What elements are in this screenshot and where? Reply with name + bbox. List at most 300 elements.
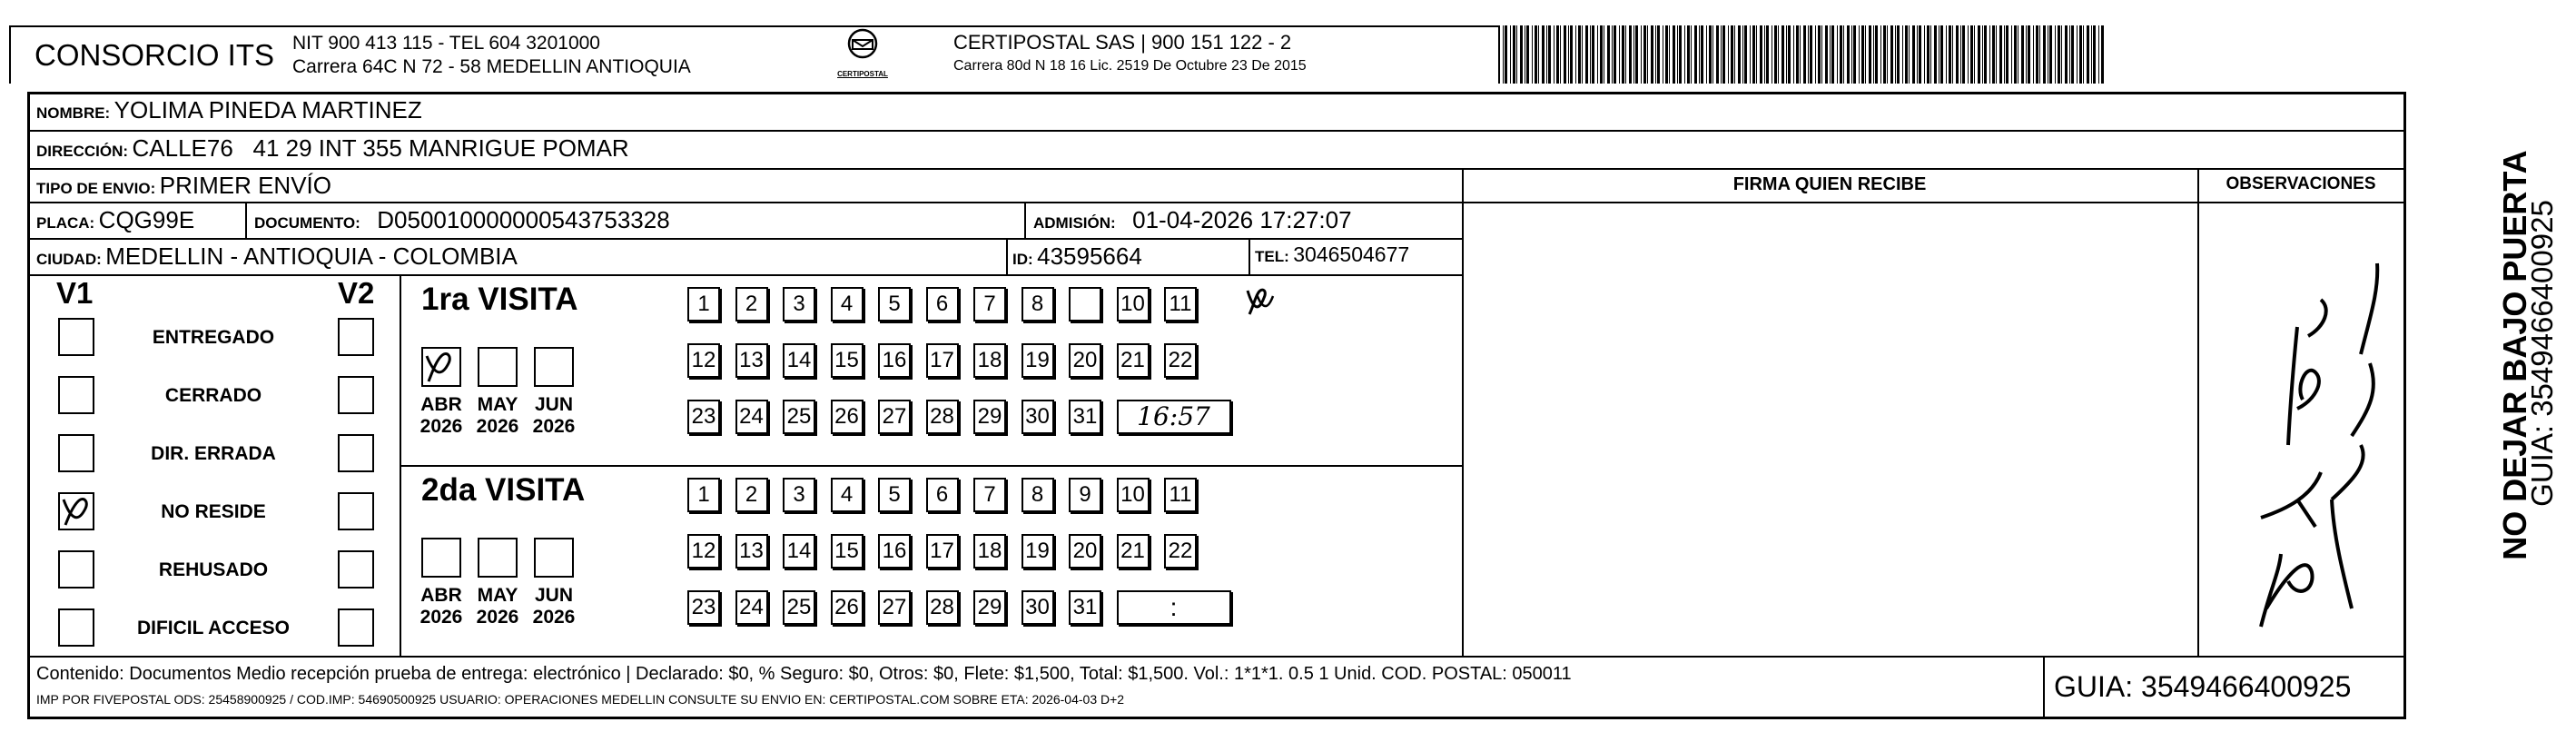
placa-row [36, 206, 194, 234]
day-cell[interactable]: 16 [878, 343, 911, 378]
v1-checkbox-dificil-acceso[interactable] [58, 608, 94, 647]
barcode-bar [1622, 25, 1624, 84]
barcode-bar [1655, 25, 1656, 84]
id-label: ID: [1012, 251, 1033, 268]
barcode-bar [1560, 25, 1561, 84]
day-cell[interactable]: 28 [926, 400, 959, 434]
barcode-bar [1880, 25, 1881, 84]
barcode-bar [1614, 25, 1616, 84]
barcode-bar [1930, 25, 1931, 84]
day-cell[interactable]: 22 [1164, 534, 1197, 569]
barcode-bar [1750, 25, 1751, 84]
year-label: 2026 [532, 416, 576, 437]
barcode-bar [1756, 25, 1757, 84]
row-line [27, 130, 2406, 132]
barcode-bar [1677, 25, 1678, 84]
barcode-bar [1815, 25, 1816, 84]
day-cell[interactable]: 25 [783, 590, 815, 625]
day-cell[interactable]: 9 [1069, 478, 1101, 512]
month-checkbox-jun[interactable] [534, 538, 574, 578]
month-checkbox-may[interactable] [478, 538, 518, 578]
day-cell[interactable]: 28 [926, 590, 959, 625]
barcode-bar [1516, 25, 1517, 84]
barcode-bar [1734, 25, 1735, 84]
barcode-bar [1752, 25, 1755, 84]
barcode-bar [1831, 25, 1834, 84]
barcode-bar [1796, 25, 1799, 84]
day-cell[interactable]: 24 [735, 590, 768, 625]
admision-label: ADMISIÓN: [1033, 214, 1116, 232]
placa-value: CQG99E [98, 206, 195, 233]
ciudad-label: CIUDAD: [36, 251, 102, 268]
placa-label: PLACA: [36, 214, 95, 232]
barcode-bar [1946, 25, 1947, 84]
barcode-bar [1803, 25, 1806, 84]
v2-checkbox-entregado[interactable] [338, 318, 374, 356]
day-cell[interactable] [1069, 287, 1101, 321]
company-name: CONSORCIO ITS [35, 38, 275, 72]
visit-title: 1ra VISITA [421, 282, 578, 317]
barcode-bar [1651, 25, 1653, 84]
month-label: MAY [477, 394, 518, 415]
barcode-bar [1657, 25, 1660, 84]
day-cell[interactable]: 21 [1117, 343, 1150, 378]
barcode-bar [1699, 25, 1700, 84]
barcode-bar [2039, 25, 2040, 84]
day-cell[interactable]: 2 [735, 478, 768, 512]
barcode-bar [1744, 25, 1747, 84]
day-cell[interactable]: 16 [878, 534, 911, 569]
barcode-bar [1709, 25, 1712, 84]
barcode-bar [1897, 25, 1900, 84]
barcode-bar [1840, 25, 1842, 84]
day-cell[interactable]: 29 [973, 400, 1006, 434]
barcode-bar [1556, 25, 1559, 84]
barcode-bar [1570, 25, 1573, 84]
barcode-bar [2098, 25, 2099, 84]
day-cell[interactable]: 27 [878, 400, 911, 434]
barcode-bar [1578, 25, 1581, 84]
certipostal-info-1: CERTIPOSTAL SAS | 900 151 122 - 2 [953, 31, 1292, 54]
barcode-bar [1996, 25, 1997, 84]
barcode-bar [2091, 25, 2092, 84]
barcode-bar [2033, 25, 2034, 84]
month-label: MAY [477, 585, 518, 606]
day-cell[interactable]: 24 [735, 400, 768, 434]
day-cell[interactable]: 21 [1117, 534, 1150, 569]
barcode-bar [2036, 25, 2038, 84]
barcode-bar [1721, 25, 1722, 84]
day-mark [1244, 285, 1277, 318]
company-info-1: NIT 900 413 115 - TEL 604 3201000 [292, 33, 600, 54]
barcode-bar [1742, 25, 1743, 84]
day-cell[interactable]: 15 [831, 343, 864, 378]
barcode-bar [2093, 25, 2096, 84]
row-line [27, 274, 1462, 276]
nombre-value: YOLIMA PINEDA MARTINEZ [114, 96, 422, 124]
month-checkbox-abr[interactable] [421, 538, 461, 578]
month-label: JUN [534, 394, 573, 415]
day-cell[interactable]: 25 [783, 400, 815, 434]
barcode-bar [1629, 25, 1632, 84]
day-cell[interactable]: 23 [687, 400, 720, 434]
barcode-bar [2071, 25, 2074, 84]
barcode-bar [1909, 25, 1910, 84]
day-cell[interactable]: 4 [831, 478, 864, 512]
barcode-bar [1679, 25, 1682, 84]
barcode-bar [1786, 25, 1787, 84]
day-cell[interactable]: 19 [1022, 534, 1054, 569]
visit-time-box[interactable]: : [1117, 590, 1231, 625]
day-cell[interactable]: 30 [1022, 400, 1054, 434]
barcode-bar [1706, 25, 1707, 84]
month-label: ABR [420, 394, 462, 415]
barcode-bar [1568, 25, 1569, 84]
certipostal-info-2: Carrera 80d N 18 16 Lic. 2519 De Octubre 23 De 2015 [953, 58, 1307, 74]
barcode-bar [1843, 25, 1844, 84]
direccion-value: CALLE76 41 29 INT 355 MANRIGUE POMAR [132, 134, 629, 162]
barcode-bar [1673, 25, 1675, 84]
barcode-bar [1851, 25, 1852, 84]
barcode-bar [1821, 25, 1822, 84]
day-cell[interactable]: 14 [783, 534, 815, 569]
barcode-bar [1548, 25, 1551, 84]
admision-value: 01-04-2026 17:27:07 [1132, 206, 1352, 233]
barcode-bar [1665, 25, 1668, 84]
barcode-bar [2011, 25, 2012, 84]
barcode-bar [1865, 25, 1866, 84]
day-cell[interactable]: 7 [973, 287, 1006, 321]
v2-checkbox-no-reside[interactable] [338, 492, 374, 530]
col-line [1249, 238, 1250, 274]
observaciones-handwriting [2225, 227, 2397, 636]
year-label: 2026 [532, 607, 576, 628]
day-cell[interactable]: 5 [878, 287, 911, 321]
barcode-bar [1607, 25, 1610, 84]
admision-row [1033, 206, 1352, 234]
col-line [2043, 656, 2045, 719]
month-check-mark [421, 347, 461, 387]
v1-checkbox-entregado[interactable] [58, 318, 94, 356]
tipo-row [36, 172, 331, 200]
day-cell[interactable]: 29 [973, 590, 1006, 625]
barcode-bar [1669, 25, 1670, 84]
ciudad-value: MEDELLIN - ANTIOQUIA - COLOMBIA [105, 242, 518, 270]
barcode-bar [1592, 25, 1594, 84]
barcode-bar [1538, 25, 1539, 84]
id-row [1012, 242, 1142, 271]
barcode-bar [1859, 25, 1860, 84]
barcode-bar [2021, 25, 2024, 84]
barcode-bar [1960, 25, 1961, 84]
barcode-bar [1716, 25, 1719, 84]
barcode-bar [2028, 25, 2030, 84]
day-cell[interactable]: 18 [973, 534, 1006, 569]
barcode-bar [1582, 25, 1583, 84]
barcode-bar [1875, 25, 1878, 84]
day-cell[interactable]: 6 [926, 478, 959, 512]
barcode-bar [1684, 25, 1685, 84]
barcode-bar [1818, 25, 1821, 84]
barcode-bar [1766, 25, 1769, 84]
barcode-bar [1895, 25, 1896, 84]
side-guia: GUIA: 3549466400925 [2525, 200, 2559, 507]
barcode-bar [1940, 25, 1943, 84]
col-line [1462, 168, 1464, 656]
v1-checkbox-rehusado[interactable] [58, 550, 94, 589]
day-cell[interactable]: 7 [973, 478, 1006, 512]
barcode-bar [1585, 25, 1588, 84]
v2-checkbox-dificil-acceso[interactable] [338, 608, 374, 647]
day-cell[interactable]: 26 [831, 400, 864, 434]
barcode-bar [2087, 25, 2089, 84]
tel-value: 3046504677 [1293, 242, 1410, 266]
footer-line-1: Contenido: Documentos Medio recepción prueba de entrega: electrónico | Declarado: $0, % Seguro: $0, Otros: $0, Flete: $1,500, Total: $1,500. Vol.: 1*1*1. 0.5 1 Unid. COD. POSTAL: 050011 [36, 664, 1572, 684]
barcode-bar [1513, 25, 1515, 84]
barcode-bar [1927, 25, 1930, 84]
direccion-row [36, 134, 629, 163]
col-line [2197, 168, 2199, 656]
company-info-2: Carrera 64C N 72 - 58 MEDELLIN ANTIOQUIA [292, 56, 691, 77]
barcode-bar [1968, 25, 1969, 84]
status-label: CERRADO [164, 385, 262, 406]
barcode-bar [1542, 25, 1545, 84]
barcode-bar [2026, 25, 2027, 84]
barcode-bar [1575, 25, 1576, 84]
barcode-bar [2043, 25, 2046, 84]
barcode-bar [1978, 25, 1980, 84]
barcode-bar [1764, 25, 1765, 84]
observaciones-label: OBSERVACIONES [2226, 174, 2376, 193]
tel-label: TEL: [1255, 248, 1289, 265]
month-label: ABR [420, 585, 462, 606]
barcode-bar [1847, 25, 1850, 84]
barcode-bar [1535, 25, 1537, 84]
barcode-bar [1505, 25, 1507, 84]
day-cell[interactable]: 4 [831, 287, 864, 321]
barcode-bar [2077, 25, 2078, 84]
barcode-bar [1808, 25, 1809, 84]
nombre-row [36, 96, 422, 124]
barcode-bar [1643, 25, 1646, 84]
barcode-bar [1800, 25, 1801, 84]
v2-checkbox-dir-errada[interactable] [338, 434, 374, 472]
barcode-bar [1619, 25, 1620, 84]
barcode-bar [1830, 25, 1831, 84]
status-label: ENTREGADO [152, 327, 275, 348]
col-line [1024, 202, 1026, 238]
barcode-bar [1625, 25, 1626, 84]
month-checkbox-may[interactable] [478, 347, 518, 387]
day-cell[interactable]: 27 [878, 590, 911, 625]
day-cell[interactable]: 31 [1069, 590, 1101, 625]
day-cell[interactable]: 6 [926, 287, 959, 321]
barcode-bar [1890, 25, 1893, 84]
day-cell[interactable]: 18 [973, 343, 1006, 378]
year-label: 2026 [476, 416, 519, 437]
v1-checkbox-dir-errada[interactable] [58, 434, 94, 472]
barcode-bar [1970, 25, 1973, 84]
barcode-bar [1722, 25, 1725, 84]
day-cell[interactable]: 30 [1022, 590, 1054, 625]
day-cell[interactable]: 3 [783, 287, 815, 321]
barcode-bar [1590, 25, 1591, 84]
barcode-bar [1728, 25, 1729, 84]
row-line [27, 202, 2406, 203]
day-cell[interactable]: 19 [1022, 343, 1054, 378]
barcode-bar [2069, 25, 2070, 84]
day-cell[interactable]: 8 [1022, 287, 1054, 321]
left-tick [9, 27, 11, 82]
day-cell[interactable]: 2 [735, 287, 768, 321]
day-cell[interactable]: 26 [831, 590, 864, 625]
v2-label: V2 [338, 276, 375, 310]
barcode-bar [2004, 25, 2005, 84]
barcode-bar [2061, 25, 2062, 84]
barcode-bar [2049, 25, 2052, 84]
day-cell[interactable]: 12 [687, 343, 720, 378]
barcode-bar [1633, 25, 1634, 84]
barcode-bar [2065, 25, 2068, 84]
v1-check-mark [58, 492, 94, 530]
row-line [27, 656, 2406, 658]
barcode-bar [1873, 25, 1874, 84]
barcode-bar [1701, 25, 1703, 84]
day-cell[interactable]: 23 [687, 590, 720, 625]
year-label: 2026 [476, 607, 519, 628]
visit-title: 2da VISITA [421, 472, 586, 508]
day-cell[interactable]: 20 [1069, 534, 1101, 569]
barcode-bar [1687, 25, 1690, 84]
barcode-bar [2083, 25, 2084, 84]
barcode-bar [2079, 25, 2082, 84]
v1-checkbox-cerrado[interactable] [58, 376, 94, 414]
tel-row [1255, 242, 1409, 267]
barcode-bar [1788, 25, 1791, 84]
barcode-bar [1825, 25, 1828, 84]
day-cell[interactable]: 14 [783, 343, 815, 378]
barcode-bar [1984, 25, 1987, 84]
year-label: 2026 [419, 607, 463, 628]
direccion-label: DIRECCIÓN: [36, 143, 129, 160]
day-cell[interactable]: 8 [1022, 478, 1054, 512]
status-label: NO RESIDE [161, 501, 266, 522]
day-cell[interactable]: 1 [687, 287, 720, 321]
barcode-bar [1883, 25, 1886, 84]
day-cell[interactable]: 17 [926, 534, 959, 569]
barcode-bar [1564, 25, 1566, 84]
day-cell[interactable]: 13 [735, 534, 768, 569]
barcode-bar [1912, 25, 1915, 84]
barcode-bar [1778, 25, 1779, 84]
day-cell[interactable]: 13 [735, 343, 768, 378]
barcode-bar [1781, 25, 1784, 84]
barcode-bar [1861, 25, 1864, 84]
barcode-bar [1712, 25, 1713, 84]
nombre-label: NOMBRE: [36, 104, 111, 122]
visit-time-box[interactable]: 16:57 [1117, 400, 1231, 434]
barcode-bar [1546, 25, 1547, 84]
barcode-bar [1917, 25, 1918, 84]
day-cell[interactable]: 10 [1117, 287, 1150, 321]
day-cell[interactable]: 11 [1164, 478, 1197, 512]
v2-checkbox-cerrado[interactable] [338, 376, 374, 414]
barcode-bar [2055, 25, 2056, 84]
row-line [27, 168, 2406, 170]
day-cell[interactable]: 15 [831, 534, 864, 569]
barcode-bar [1503, 25, 1504, 84]
barcode-bar [1887, 25, 1888, 84]
col-line [245, 202, 247, 238]
tipo-value: PRIMER ENVÍO [159, 172, 331, 199]
logo-label: CERTIPOSTAL [837, 70, 888, 78]
col-line [1006, 238, 1008, 274]
v1-label: V1 [56, 276, 94, 310]
row-line [27, 238, 1462, 240]
v2-checkbox-rehusado[interactable] [338, 550, 374, 589]
barcode-bar [1597, 25, 1598, 84]
documento-value: D050010000000543753328 [377, 206, 670, 233]
barcode-bar [1869, 25, 1871, 84]
barcode-bar [1919, 25, 1921, 84]
status-label: DIFICIL ACCESO [136, 618, 290, 638]
barcode-bar [1956, 25, 1959, 84]
envelope-icon [835, 27, 890, 65]
tipo-label: TIPO DE ENVIO: [36, 180, 156, 197]
barcode-bar [1810, 25, 1812, 84]
barcode-bar [1992, 25, 1995, 84]
barcode-bar [1949, 25, 1951, 84]
visit-divider [400, 465, 1462, 467]
day-cell[interactable]: 11 [1164, 287, 1197, 321]
day-cell[interactable]: 10 [1117, 478, 1150, 512]
barcode-bar [1989, 25, 1990, 84]
day-cell[interactable]: 12 [687, 534, 720, 569]
day-cell[interactable]: 17 [926, 343, 959, 378]
day-cell[interactable]: 3 [783, 478, 815, 512]
day-cell[interactable]: 20 [1069, 343, 1101, 378]
barcode-bar [2014, 25, 2017, 84]
footer-guia: GUIA: 3549466400925 [2054, 670, 2352, 703]
barcode-bar [1837, 25, 1838, 84]
day-cell[interactable]: 5 [878, 478, 911, 512]
side-title: NO DEJAR BAJO PUERTA [2496, 150, 2533, 560]
barcode-bar [1905, 25, 1908, 84]
barcode-bar [1934, 25, 1937, 84]
footer-line-2: IMP POR FIVEPOSTAL ODS: 25458900925 / COD.IMP: 54690500925 USUARIO: OPERACIONES MEDELLIN CONSULTE SU ENVIO EN: CERTIPOSTAL.COM SOBRE ETA: 2026-04-03 D+2 [36, 692, 1125, 707]
id-value: 43595664 [1037, 242, 1142, 270]
day-cell[interactable]: 1 [687, 478, 720, 512]
col-line [2404, 92, 2406, 719]
month-checkbox-jun[interactable] [534, 347, 574, 387]
barcode [1503, 22, 2111, 87]
barcode-bar [1612, 25, 1613, 84]
barcode-bar [2058, 25, 2060, 84]
barcode-bar [1694, 25, 1697, 84]
barcode-bar [1691, 25, 1692, 84]
barcode-bar [1532, 25, 1533, 84]
barcode-bar [1635, 25, 1638, 84]
barcode-bar [1902, 25, 1903, 84]
day-cell[interactable]: 31 [1069, 400, 1101, 434]
barcode-bar [1760, 25, 1762, 84]
day-cell[interactable]: 22 [1164, 343, 1197, 378]
status-label: REHUSADO [158, 559, 269, 580]
barcode-bar [1641, 25, 1642, 84]
barcode-bar [1793, 25, 1794, 84]
month-label: JUN [534, 585, 573, 606]
barcode-bar [1526, 25, 1529, 84]
